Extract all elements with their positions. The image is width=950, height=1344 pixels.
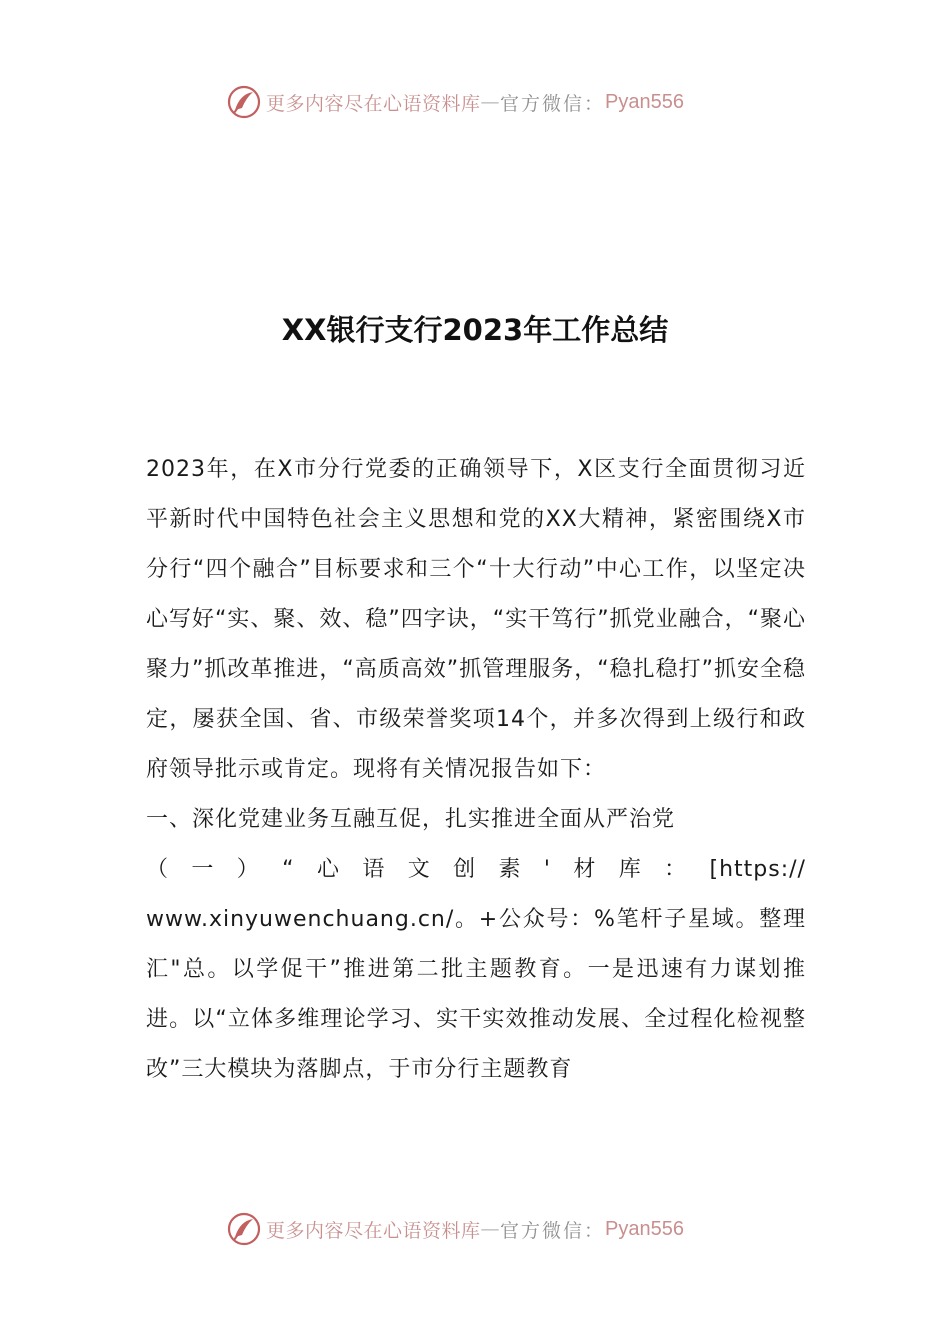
watermark-wechat-id: Pyan556 xyxy=(605,1217,684,1240)
watermark-wechat-id: Pyan556 xyxy=(605,90,684,113)
spaced-subheading-line xyxy=(146,845,806,895)
spaced-char: 一 xyxy=(191,857,215,882)
watermark-official-label: 官方微信： xyxy=(500,92,606,115)
spaced-char: 材 xyxy=(573,857,597,882)
document-body xyxy=(146,445,806,1095)
pen-circle-logo-icon xyxy=(226,1211,262,1247)
spaced-char: “ xyxy=(282,857,295,882)
footer-watermark xyxy=(226,1209,684,1249)
spaced-char: （ xyxy=(146,857,170,882)
watermark-official-label: 官方微信： xyxy=(500,1219,606,1242)
spaced-char: ） xyxy=(236,857,260,882)
spaced-char: 文 xyxy=(407,857,431,882)
spaced-char: 创 xyxy=(453,857,477,882)
spaced-char: 心 xyxy=(316,857,340,882)
watermark-text: 更多内容尽在心语资料库 xyxy=(266,92,481,115)
spaced-char: 素 xyxy=(498,857,522,882)
spaced-char: ' xyxy=(543,857,551,882)
document-title: XX银行支行2023年工作总结 xyxy=(281,313,669,347)
header-watermark xyxy=(226,82,684,122)
spaced-char: 语 xyxy=(362,857,386,882)
watermark-separator: — xyxy=(480,91,501,113)
pen-circle-logo-icon xyxy=(226,84,262,120)
section-heading-1: 一、深化党建业务互融互促，扎实推进全面从严治党 xyxy=(146,807,676,832)
paragraph-intro: 2023年，在X市分行党委的正确领导下，X区支行全面贯彻习近平新时代中国特色社会主义思想和党的XX大精神，紧密围绕X市分行“四个融合”目标要求和三个“十大行动”中心工作，以坚定决心写好“实、聚、效、稳”四字诀，“实干笃行”抓党业融合，“聚心聚力”抓改革推进，“高质高效”抓管理服务，“稳扎稳打”抓安全稳定，屡获全国、省、市级荣誉奖项14个，并多次得到上级行和政府领导批示或肯定。现将有关情况报告如下： xyxy=(146,457,806,782)
paragraph-continued: www.xinyuwenchuang.cn/。+公众号：%笔杆子星域。整理汇"总。以学促干”推进第二批主题教育。一是迅速有力谋划推进。以“立体多维理论学习、实干实效推动发展、全过程化检视整改”三大模块为落脚点，于市分行主题教育 xyxy=(146,907,806,1082)
spaced-char: 库 xyxy=(618,857,642,882)
spaced-url-start: [https:// xyxy=(709,857,806,882)
watermark-separator: — xyxy=(480,1218,501,1240)
watermark-text: 更多内容尽在心语资料库 xyxy=(266,1219,481,1242)
spaced-char: ： xyxy=(664,857,688,882)
